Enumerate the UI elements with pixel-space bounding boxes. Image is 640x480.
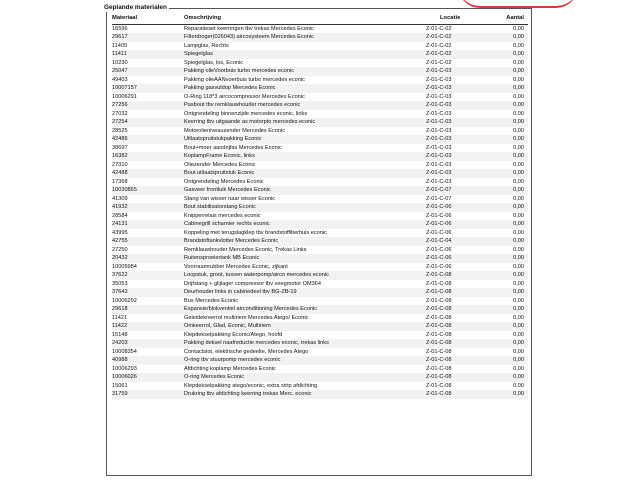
cell-description: Expansie/blokventiel airconditioning Mercedes Econic [184, 306, 318, 312]
cell-description: O-ring Mercedes Econic [184, 374, 244, 380]
cell-quantity: 0,00 [513, 331, 524, 338]
cell-description: Geleidekreerrol multiriem Mercedes Atego/ Econic [184, 314, 309, 321]
table-row [112, 135, 528, 144]
table-row [112, 297, 528, 306]
cell-quantity: 0,00 [513, 161, 524, 168]
cell-material: 42488 [112, 170, 128, 176]
header-description: Omschrijving [184, 15, 222, 21]
cell-location: Z-01-C-03 [426, 93, 452, 100]
cell-quantity: 0,00 [513, 127, 524, 134]
table-row [112, 50, 528, 59]
cell-material: 24203 [112, 340, 128, 346]
cell-material: 24131 [112, 221, 128, 227]
cell-location: Z-01-C-08 [426, 289, 452, 295]
cell-material: 27254 [112, 119, 128, 125]
cell-material: 10006026 [112, 374, 137, 380]
cell-material: 43995 [112, 229, 128, 236]
table-row [112, 195, 528, 204]
table-row [112, 271, 528, 280]
cell-material: 29617 [112, 34, 128, 40]
cell-quantity: 0,00 [513, 391, 524, 397]
cell-quantity: 0,00 [513, 76, 524, 83]
cell-location: Z-01-C-03 [426, 119, 452, 125]
header-quantity: Aantal [506, 15, 524, 21]
cell-description: Brandstoftankvlotter Mercedes Econic [184, 238, 279, 244]
cell-description: Filterdroger(026043) aircosysteem Mercedes Econic [184, 34, 314, 40]
table-body [112, 25, 528, 399]
cell-location: Z-01-C-06 [426, 229, 452, 236]
cell-quantity: 0,00 [513, 255, 524, 261]
table-row [112, 144, 528, 153]
cell-quantity: 0,00 [513, 110, 524, 117]
cell-material: 49403 [112, 76, 128, 83]
cell-material: 10030865 [112, 187, 137, 193]
cell-description: Stang van wisser naar wisser Econic [184, 195, 276, 202]
cell-location: Z-01-C-08 [426, 297, 452, 304]
cell-material: 16596 [112, 25, 128, 32]
cell-location: Z-01-C-03 [426, 76, 452, 83]
cell-location: Z-01-C-03 [426, 170, 452, 176]
cell-quantity: 0,00 [513, 246, 524, 253]
cell-material: 28525 [112, 127, 128, 134]
table-row [112, 33, 528, 42]
cell-quantity: 0,00 [513, 195, 524, 202]
cell-material: 27310 [112, 161, 128, 168]
cell-description: Pakking deksel naafreductie mercedes econic, trekas links [184, 340, 329, 346]
table-row [112, 237, 528, 246]
section-title: Geplande materialen [104, 4, 167, 11]
cell-material: 10006293 [112, 365, 137, 372]
cell-quantity: 0,00 [513, 340, 524, 346]
cell-location: Z-01-C-02 [426, 51, 452, 57]
cell-location: Z-01-C-03 [426, 178, 452, 185]
table-row [112, 110, 528, 119]
cell-quantity: 0,00 [513, 314, 524, 321]
cell-description: Gasveer frontluik Mercedes Econic [184, 187, 271, 193]
cell-material: 29618 [112, 306, 128, 312]
cell-description: Motorolieniveauzender Mercedes Econic [184, 127, 286, 134]
cell-location: Z-01-C-06 [426, 263, 452, 270]
cell-quantity: 0,00 [513, 59, 524, 66]
cell-material: 27032 [112, 110, 128, 117]
header-material: Materiaal [112, 15, 138, 21]
cell-description: Lampglas, Rechts [184, 42, 229, 49]
cell-location: Z-01-C-03 [426, 136, 452, 142]
cell-material: 11422 [112, 323, 128, 329]
cell-quantity: 0,00 [513, 374, 524, 380]
cell-material: 35053 [112, 280, 128, 287]
cell-location: Z-01-C-08 [426, 340, 452, 346]
cell-location: Z-01-C-03 [426, 110, 452, 117]
table-row [112, 67, 528, 76]
cell-location: Z-01-C-07 [426, 187, 452, 193]
cell-quantity: 0,00 [513, 221, 524, 227]
cell-location: Z-01-C-03 [426, 127, 452, 134]
table-row [112, 339, 528, 348]
cell-location: Z-01-C-02 [426, 42, 452, 49]
cell-description: Reparatieset keerringen tbv trekas Mercedes Econic [184, 25, 314, 32]
cell-location: Z-01-C-06 [426, 221, 452, 227]
cell-location: Z-01-C-08 [426, 391, 452, 397]
cell-description: Knipperrelais mercedes econic [184, 212, 261, 219]
cell-location: Z-01-C-07 [426, 195, 452, 202]
cell-location: Z-01-C-06 [426, 212, 452, 219]
cell-location: Z-01-C-08 [426, 306, 452, 312]
table-row [112, 229, 528, 238]
cell-quantity: 0,00 [513, 238, 524, 244]
cell-location: Z-01-C-08 [426, 348, 452, 355]
cell-description: Cabinegrill scharnier rechts econic [184, 221, 270, 227]
cell-location: Z-01-C-08 [426, 272, 452, 278]
cell-material: 25047 [112, 68, 128, 74]
table-row [112, 382, 528, 391]
cell-description: Loopstuk, groot, tussen waterpomp/airco mercedes econic [184, 272, 329, 278]
cell-material: 27250 [112, 246, 128, 253]
cell-description: Oliezender Mercedes Econic [184, 161, 256, 168]
table-row [112, 152, 528, 161]
cell-description: Deurhouder links in cabinedeel tbv BG-ZB-19 [184, 289, 297, 295]
cell-description: Spiegelglas, los, Econic [184, 59, 244, 66]
cell-location: Z-01-C-03 [426, 68, 452, 74]
header-location: Locatie [440, 15, 461, 21]
table-row [112, 161, 528, 170]
cell-material: 42486 [112, 136, 128, 142]
cell-location: Z-01-C-02 [426, 25, 452, 32]
cell-description: Pakking gasvuldop Mercedes Econic [184, 85, 276, 91]
cell-material: 10230 [112, 59, 128, 66]
cell-location: Z-01-C-02 [426, 59, 452, 66]
cell-quantity: 0,00 [513, 153, 524, 159]
cell-description: Ontgrendeling binnenzijde mercedes econic, links [184, 110, 308, 117]
cell-quantity: 0,00 [513, 382, 524, 389]
cell-material: 20432 [112, 255, 128, 261]
cell-location: Z-01-C-03 [426, 85, 452, 91]
cell-description: Remklauwhouder Mercedes Econic, Trekas Links [184, 246, 307, 253]
table-row [112, 84, 528, 93]
cell-description: Drukring tbv afdichting keerring trekas Merc. econic [184, 391, 312, 397]
cell-material: 42755 [112, 238, 128, 244]
cell-quantity: 0,00 [513, 68, 524, 74]
cell-description: Voorraamrubber Mercedes Econic, zijkant [184, 263, 288, 270]
cell-material: 37622 [112, 272, 128, 278]
table-row [112, 59, 528, 68]
cell-quantity: 0,00 [513, 204, 524, 210]
table-row [112, 169, 528, 178]
cell-quantity: 0,00 [513, 119, 524, 125]
table-row [112, 373, 528, 382]
cell-material: 28584 [112, 212, 128, 219]
materials-table [112, 14, 528, 399]
cell-location: Z-01-C-03 [426, 102, 452, 108]
cell-description: Spiegelglas [184, 51, 213, 57]
cell-quantity: 0,00 [513, 102, 524, 108]
cell-material: 10008354 [112, 348, 137, 355]
cell-material: 10007157 [112, 85, 137, 91]
cell-material: 27256 [112, 102, 128, 108]
table-row [112, 76, 528, 85]
cell-quantity: 0,00 [513, 51, 524, 57]
table-row [112, 322, 528, 331]
table-row [112, 305, 528, 314]
table-row [112, 93, 528, 102]
table-row [112, 203, 528, 212]
table-row [112, 288, 528, 297]
cell-description: Klepdekselpakking Econic/Atego, hoofd [184, 331, 283, 338]
cell-material: 16382 [112, 153, 128, 159]
cell-material: 11421 [112, 314, 128, 321]
cell-description: Drijfstang + glijlager compressor tbv veegmotor OM364 [184, 280, 321, 287]
table-row [112, 42, 528, 51]
cell-location: Z-01-C-03 [426, 144, 452, 151]
table-row [112, 25, 528, 34]
cell-quantity: 0,00 [513, 136, 524, 142]
cell-description: Bout+moer aandrijfas Mercedes Econic [184, 144, 282, 151]
table-row [112, 348, 528, 357]
cell-quantity: 0,00 [513, 25, 524, 32]
cell-quantity: 0,00 [513, 85, 524, 91]
cell-quantity: 0,00 [513, 289, 524, 295]
cell-material: 11409 [112, 42, 128, 49]
cell-quantity: 0,00 [513, 93, 524, 100]
cell-description: O-Ring 118*3 aircocompressor Mercedes Econic [184, 93, 305, 100]
cell-quantity: 0,00 [513, 42, 524, 49]
cell-description: Uitlaatspruitstukpakking Econic [184, 136, 262, 142]
cell-material: 15061 [112, 382, 128, 389]
cell-location: Z-01-C-02 [426, 34, 452, 40]
cell-location: Z-01-C-06 [426, 246, 452, 253]
table-row [112, 178, 528, 187]
cell-quantity: 0,00 [513, 178, 524, 185]
cell-description: Klepdekselpakking atego/econic, extra strip afdichting [184, 382, 318, 389]
table-row [112, 331, 528, 340]
table-row [112, 127, 528, 136]
cell-material: 38697 [112, 144, 128, 151]
cell-description: Contactslot, elektrische gedeelte, Mercedes Atego [184, 348, 309, 355]
cell-material: 11411 [112, 51, 127, 57]
cell-description: KoplampFrame Econic, links [184, 153, 255, 159]
cell-quantity: 0,00 [513, 365, 524, 372]
cell-location: Z-01-C-04 [426, 238, 452, 244]
cell-quantity: 0,00 [513, 187, 524, 193]
cell-material: 31759 [112, 391, 128, 397]
cell-location: Z-01-C-03 [426, 161, 452, 168]
cell-location: Z-01-C-08 [426, 382, 452, 389]
table-row [112, 246, 528, 255]
cell-location: Z-01-C-08 [426, 357, 452, 363]
cell-quantity: 0,00 [513, 229, 524, 236]
cell-material: 41309 [112, 195, 128, 202]
table-row [112, 365, 528, 374]
table-row [112, 186, 528, 195]
table-row [112, 390, 528, 399]
table-row [112, 356, 528, 365]
cell-material: 15148 [112, 331, 128, 338]
decorative-red-arc [458, 0, 578, 8]
table-row [112, 118, 528, 127]
cell-location: Z-01-C-08 [426, 331, 452, 338]
cell-description: Bus Mercedes Econic [184, 297, 239, 304]
cell-description: Bout uitlaatspruitstuk Econic [184, 170, 255, 176]
cell-material: 10006291 [112, 93, 137, 100]
table-row [112, 220, 528, 229]
cell-description: Bout stabilisatorstang Econic [184, 204, 256, 210]
cell-material: 10005984 [112, 263, 137, 270]
table-header-row [112, 14, 528, 25]
cell-quantity: 0,00 [513, 263, 524, 270]
table-row [112, 263, 528, 272]
cell-quantity: 0,00 [513, 170, 524, 176]
cell-quantity: 0,00 [513, 357, 524, 363]
cell-quantity: 0,00 [513, 272, 524, 278]
cell-description: Keerring tbv uitgaande as motorpto mercedes econic [184, 119, 316, 125]
cell-quantity: 0,00 [513, 323, 524, 329]
table-row [112, 280, 528, 289]
cell-description: Pakking olieVoorbuis turbo mercedes econic [184, 68, 295, 74]
cell-description: Pasbout tbv remklauwhouder mercedes econic [184, 102, 301, 108]
cell-location: Z-01-C-08 [426, 323, 452, 329]
cell-location: Z-01-C-08 [426, 280, 452, 287]
cell-quantity: 0,00 [513, 297, 524, 304]
cell-quantity: 0,00 [513, 348, 524, 355]
cell-material: 40988 [112, 357, 128, 363]
table-row [112, 212, 528, 221]
cell-material: 10006292 [112, 297, 137, 304]
cell-material: 17368 [112, 178, 128, 185]
cell-quantity: 0,00 [513, 212, 524, 219]
cell-location: Z-01-C-03 [426, 153, 452, 159]
cell-quantity: 0,00 [513, 34, 524, 40]
cell-material: 41932 [112, 204, 128, 210]
cell-location: Z-01-C-08 [426, 374, 452, 380]
cell-description: Ontgrendeling Mercedes Econic [184, 178, 264, 185]
cell-description: O-ring tbv stuurpomp mercedes econic [184, 357, 281, 363]
table-row [112, 254, 528, 263]
cell-location: Z-01-C-06 [426, 204, 452, 210]
table-row [112, 101, 528, 110]
cell-location: Z-01-C-08 [426, 365, 452, 372]
cell-description: Afdichting koplamp Mercedes Econic [184, 365, 276, 372]
cell-description: Koppeling met terugslagklep tbv brandstoffilterhuis econic [184, 229, 327, 236]
cell-location: Z-01-C-08 [426, 314, 452, 321]
cell-quantity: 0,00 [513, 144, 524, 151]
cell-material: 37643 [112, 289, 128, 295]
cell-location: Z-01-C-06 [426, 255, 452, 261]
cell-description: Omkeerrol, Glad, Econic, Multiriem [184, 323, 271, 329]
cell-quantity: 0,00 [513, 280, 524, 287]
table-row [112, 314, 528, 323]
cell-description: Pakking olieAANvoerbuis turbo mercedes econic [184, 76, 305, 83]
cell-quantity: 0,00 [513, 306, 524, 312]
cell-description: Ruitensproeiertank MB Econic [184, 255, 260, 261]
